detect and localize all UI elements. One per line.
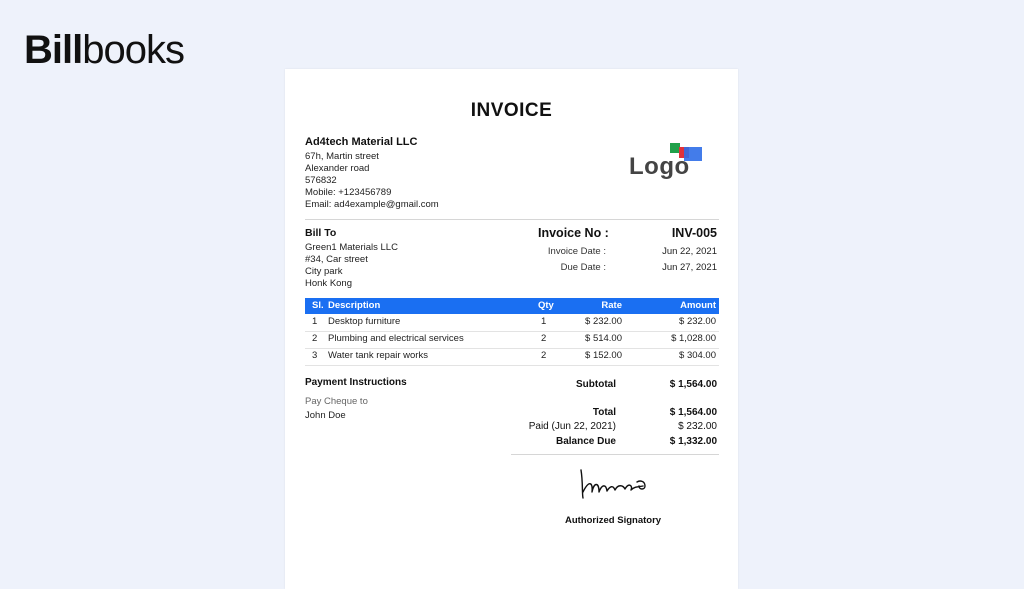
divider xyxy=(305,219,719,220)
company-address-line: 576832 xyxy=(305,175,337,186)
company-email: Email: ad4example@gmail.com xyxy=(305,199,439,210)
balance-due-value: $ 1,332.00 xyxy=(669,436,717,447)
invoice-document xyxy=(285,69,738,589)
invoice-date-label: Invoice Date : xyxy=(547,246,606,257)
payee-name: John Doe xyxy=(305,410,346,421)
subtotal-label: Subtotal xyxy=(576,379,616,390)
payment-instructions-heading: Payment Instructions xyxy=(305,377,407,388)
company-address-line: Alexander road xyxy=(305,163,370,174)
company-mobile: Mobile: +123456789 xyxy=(305,187,392,198)
brand-logo: Billbooks xyxy=(24,28,184,72)
row-qty: 2 xyxy=(541,350,547,361)
invoice-date: Jun 22, 2021 xyxy=(662,246,717,257)
invoice-number-label: Invoice No : xyxy=(538,226,609,240)
bill-to-heading: Bill To xyxy=(305,227,337,239)
company-address-line: 67h, Martin street xyxy=(305,151,379,162)
authorized-signatory-label: Authorized Signatory xyxy=(565,515,662,526)
table-row xyxy=(305,331,719,349)
row-amount: $ 1,028.00 xyxy=(671,333,716,344)
header-rate: Rate xyxy=(601,300,622,311)
company-logo xyxy=(629,143,709,183)
invoice-number: INV-005 xyxy=(671,226,717,240)
bill-to-line: City park xyxy=(305,266,343,277)
bill-to-line: Honk Kong xyxy=(305,278,353,289)
signature-image xyxy=(575,462,675,508)
bill-to-line: Green1 Materials LLC xyxy=(305,242,398,253)
company-address xyxy=(305,151,439,211)
header-amount: Amount xyxy=(680,300,716,311)
row-sl: 1 xyxy=(312,316,318,327)
header-qty: Qty xyxy=(538,300,554,311)
header-sl: Sl. xyxy=(312,300,324,311)
header-description: Description xyxy=(328,300,381,311)
row-qty: 2 xyxy=(541,333,547,344)
total-value: $ 1,564.00 xyxy=(669,407,717,418)
items-table-header xyxy=(305,298,719,314)
row-rate: $ 232.00 xyxy=(585,316,622,327)
paid-label: Paid (Jun 22, 2021) xyxy=(528,421,616,432)
row-description: Desktop furniture xyxy=(328,316,401,327)
bill-to-line: #34, Car street xyxy=(305,254,368,265)
signature-divider xyxy=(511,454,719,455)
row-qty: 1 xyxy=(541,316,547,327)
pay-cheque-label: Pay Cheque to xyxy=(305,396,368,407)
due-date: Jun 27, 2021 xyxy=(662,262,717,273)
bill-to-address xyxy=(305,242,398,290)
row-rate: $ 514.00 xyxy=(585,333,622,344)
total-label: Total xyxy=(592,407,616,418)
due-date-label: Due Date : xyxy=(560,262,606,273)
invoice-title: INVOICE xyxy=(470,100,553,121)
table-row xyxy=(305,314,719,332)
row-description: Plumbing and electrical services xyxy=(328,333,464,344)
company-name: Ad4tech Material LLC xyxy=(305,136,418,148)
row-description: Water tank repair works xyxy=(328,350,428,361)
row-sl: 2 xyxy=(312,333,318,344)
row-sl: 3 xyxy=(312,350,318,361)
balance-due-label: Balance Due xyxy=(555,436,616,447)
paid-value: $ 232.00 xyxy=(678,421,717,432)
row-amount: $ 304.00 xyxy=(679,350,716,361)
subtotal-value: $ 1,564.00 xyxy=(669,379,717,390)
row-rate: $ 152.00 xyxy=(585,350,622,361)
logo-text: Logo xyxy=(629,153,690,180)
row-amount: $ 232.00 xyxy=(679,316,716,327)
table-row xyxy=(305,348,719,366)
